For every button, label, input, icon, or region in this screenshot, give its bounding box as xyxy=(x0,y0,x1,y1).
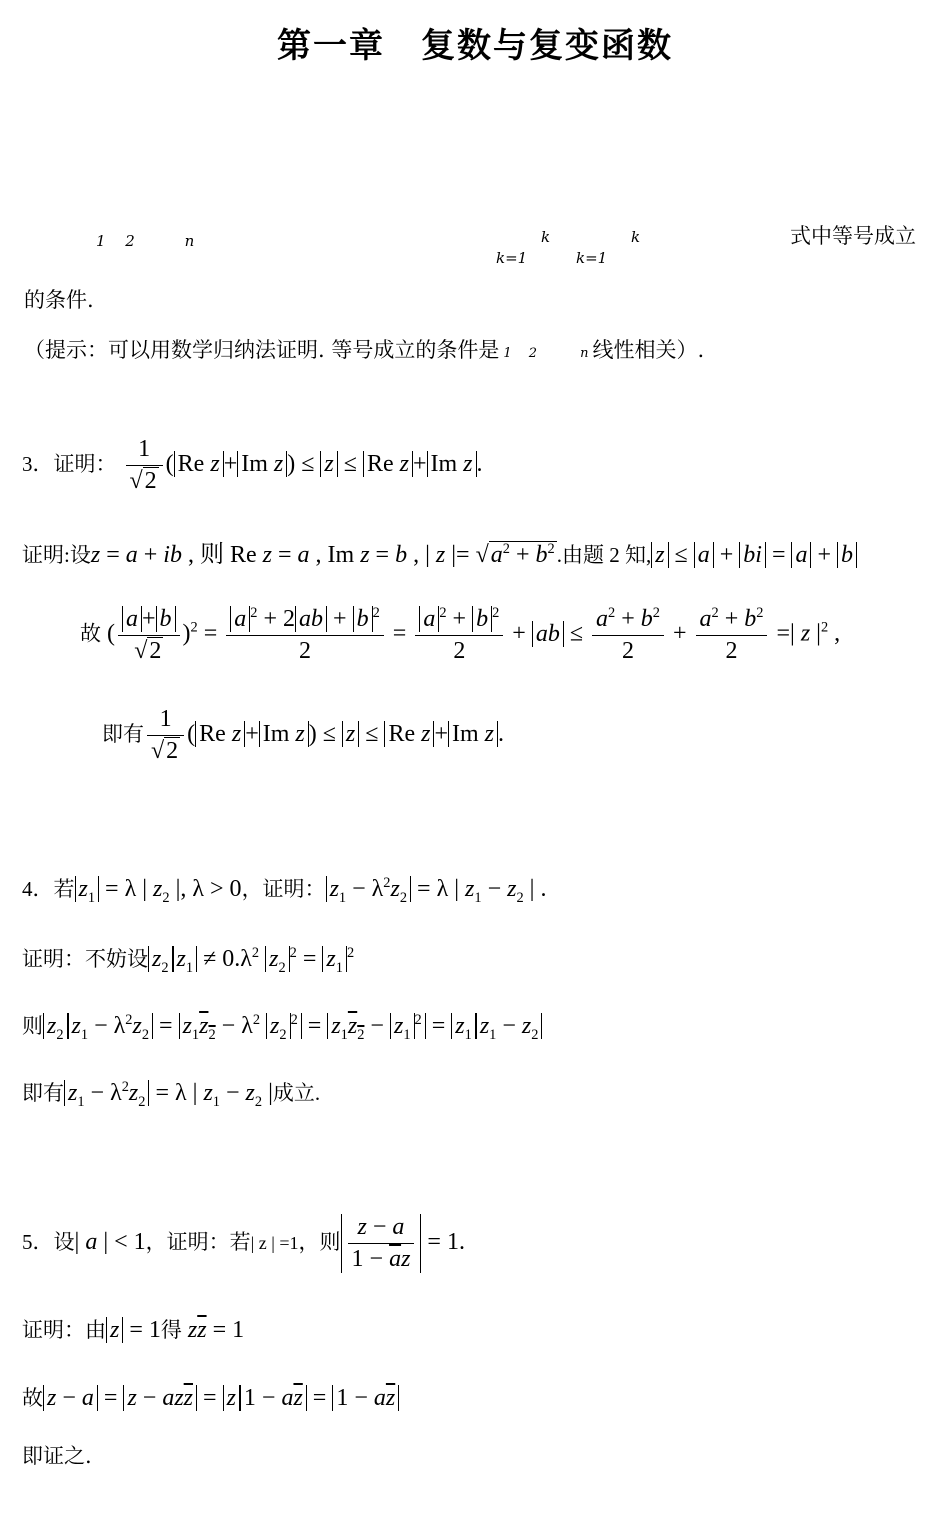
chapter-title: 第一章 复数与复变函数 xyxy=(277,26,673,66)
p5-statement: 5．设| a | < 1，证明：若| z | =1，则 $\frac{z - a}{1 - \overline{a}z}$ = 1. xyxy=(22,1214,465,1272)
p2-sum-lower-1: k=1 xyxy=(496,249,528,267)
p4-statement: 4．若 $z_1 = \lambda$ | $z_2$ |, λ > 0，证明： $z_1 - \lambda^2z_2 = \lambda$ | $z_1 - z_2$ | . xyxy=(22,875,547,906)
p3-statement: 3．证明： $\frac{1}{√2}$ ( Re z + Im z ) ≤ z ≤ Re z + Im z . xyxy=(22,436,483,494)
p5-proof-line2: 故 $z - a = z - az\overline{z} = z$ $1 - a\overline{z} = 1 - a\overline{z}$ xyxy=(22,1382,399,1412)
p2-sum-upper-1: k xyxy=(541,228,551,246)
p4-conclusion: 即有 $z_1 - \lambda^2z_2 = \lambda$ | $z_1 - z_2$ |成立. xyxy=(22,1079,321,1110)
p4-proof-line2: 则 $z_2$ $z_1 - \lambda^2z_2 = z_1z_2 - \lambda^2$ $z_2^2 = z_1z_2 - z_1^2 = z_1$ $z_1 - z_2$ xyxy=(22,1010,542,1044)
p2-sum-lower-2: k=1 xyxy=(576,249,608,267)
p2-condition-text: 式中等号成立 xyxy=(790,224,916,248)
p2-continuation: 的条件. xyxy=(24,288,94,312)
p2-hint: （提示：可以用数学归纳法证明. 等号成立的条件是 1 2 n 线性相关）. xyxy=(24,338,705,362)
p3-conclusion: 即有 $\frac{1}{√2}$ ( Re z + Im z ) ≤ z ≤ Re z + Im z . xyxy=(102,706,505,764)
p4-proof-line1: 证明：不妨设 $z_2$ $z_1 \ne 0.\lambda^2$ $z_2^2 = z_1^2$ xyxy=(22,945,355,976)
p3-proof-line1: 证明:设z = a + ib , 则 Re z = a , Im z = b , | z |= $√a^2 + b^2$.由题 2 知, z ≤ a + bi = a + b xyxy=(22,534,857,569)
p5-proof-line1: 证明：由 z = 1得 $z\overline{z} = 1$ xyxy=(22,1317,245,1343)
p2-sum-upper-2: k xyxy=(631,228,641,246)
p3-proof-line2: 故 ( $\frac{a + b}{√2}$ )$^2$ = $\frac{a ^2 + 2 ab + b ^2}{2}$ = $\frac{a ^2 + b ^2}{2}$ + ab ≤ $\frac{a^2 + b^2}{2}$ + $\frac{a^2 + b^2}{2}$ =| z $|^2$ , xyxy=(80,605,841,664)
p2-index-fragment: 1 2 n xyxy=(96,232,195,250)
p5-qed: 即证之. xyxy=(22,1444,92,1468)
